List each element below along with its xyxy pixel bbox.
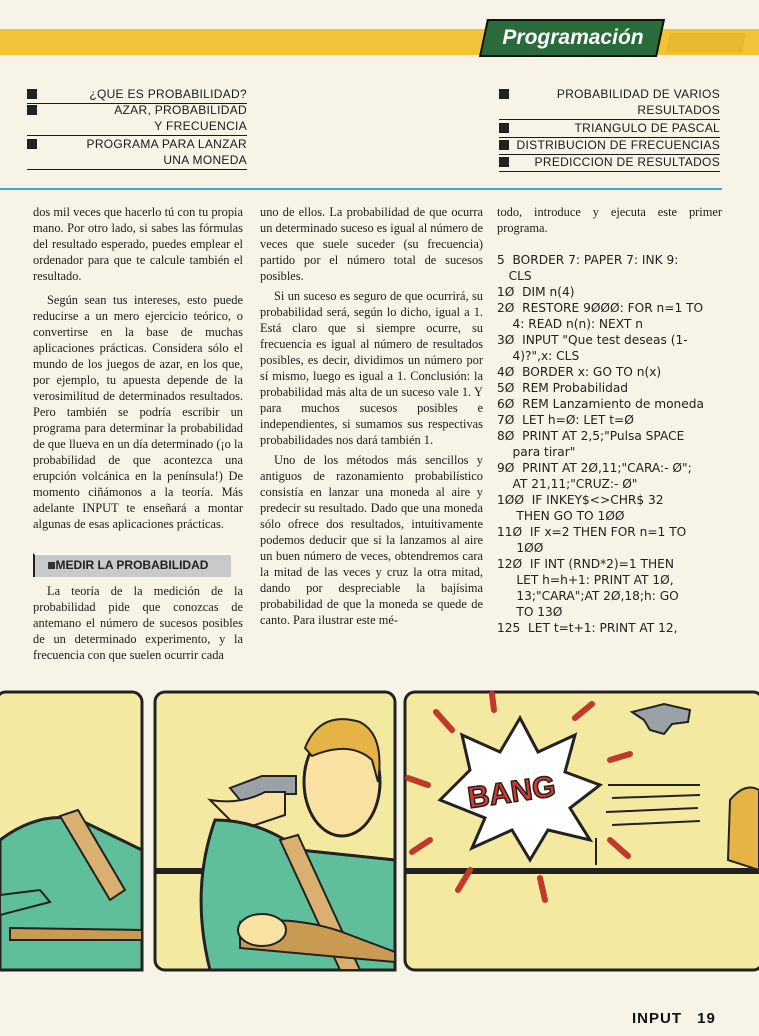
comic-panel-3 <box>405 692 759 970</box>
code-line: 11Ø IF x=2 THEN FOR n=1 TO <box>497 525 687 539</box>
code-line: 1Ø DIM n(4) <box>497 285 575 299</box>
code-line: 13;"CARA";AT 2Ø,18;h: GO <box>497 589 679 603</box>
comic-panel-1 <box>0 692 142 970</box>
text-column-1b <box>33 583 243 663</box>
code-listing <box>497 252 727 636</box>
bang-text: BANG <box>465 770 558 816</box>
code-line: 12Ø IF INT (RND*2)=1 THEN <box>497 557 674 571</box>
topic-item: Y FRECUENCIA <box>27 118 247 136</box>
text-column-1 <box>33 204 243 532</box>
text-column-3 <box>497 204 722 236</box>
code-line: 9Ø PRINT AT 2Ø,11;"CARA:- Ø"; <box>497 461 692 475</box>
divider-rule <box>0 188 722 190</box>
bullet-square-icon <box>499 140 509 150</box>
code-line: 4: READ n(n): NEXT n <box>497 317 643 331</box>
paragraph: uno de ellos. La probabilidad de que ocurra un determinado suceso es igual al número de veces que suele suceder (su frecuencia) partido por el número total de sucesos posibles. <box>260 205 483 283</box>
code-line: 4Ø BORDER x: GO TO n(x) <box>497 365 662 379</box>
code-line: 5 BORDER 7: PAPER 7: INK 9: <box>497 253 679 267</box>
code-line: LET h=h+1: PRINT AT 1Ø, <box>497 573 674 587</box>
code-line: 3Ø INPUT "Que test deseas (1- <box>497 333 688 347</box>
bullet-square-icon <box>499 123 509 133</box>
magazine-name: INPUT <box>632 1010 682 1027</box>
bullet-square-icon <box>499 157 509 167</box>
comic-panel-2 <box>155 692 395 970</box>
paragraph: La teoría de la medición de la probabilidad pide que conozcas de antemano el número de sucesos posibles de un determinado experimento, y la frecuencia con que suelen ocurrir cada <box>33 584 243 662</box>
topic-item: ¿QUE ES PROBABILIDAD? <box>27 86 247 104</box>
page-footer <box>632 1010 716 1027</box>
topic-item: PROGRAMA PARA LANZAR <box>27 136 247 153</box>
code-line: 4)?",x: CLS <box>497 349 580 363</box>
topic-item: RESULTADOS <box>499 102 720 120</box>
code-line: 125 LET t=t+1: PRINT AT 12, <box>497 621 678 635</box>
bullet-square-icon <box>27 139 37 149</box>
paragraph: todo, introduce y ejecuta este primer programa. <box>497 205 722 235</box>
paragraph: dos mil veces que hacerlo tú con tu propia mano. Por otro lado, si sabes las fórmulas del resultado esperado, puedes emplear el ordenador para que te calcule también el resultado. <box>33 205 243 283</box>
code-line: THEN GO TO 1ØØ <box>497 509 625 523</box>
code-line: 1ØØ <box>497 541 544 555</box>
paragraph: Uno de los métodos más sencillos y antiguos de razonamiento probabilístico consistía en lanzar una moneda al aire y predecir su resultado. Dado que una moneda sólo ofrece dos resultados, intuitivamente podemos deducir que si la lanzamos al aire un buen número de veces, obtendremos cara la mitad de las veces y cruz la otra mitad, dando por despreciable la bajísima probabilidad de que la moneda se quede de canto. Para ilustrar este mé- <box>260 453 483 627</box>
topic-item: PROBABILIDAD DE VARIOS <box>499 86 720 103</box>
code-line: TO 13Ø <box>497 605 563 619</box>
topic-item: TRIANGULO DE PASCAL <box>499 120 720 138</box>
paragraph: Según sean tus intereses, esto puede reducirse a un mero ejercicio teórico, o convertirse en la base de muchas aplicaciones prácticas. Considera sólo el mundo de los juegos de azar, en los que, por ejemplo, tu apuesta depende de la verosimilitud de determinados resultados. Pero también se podría escribir un programa para determinar la probabilidad de que llueva en un día determinado (¡o la probabilidad de que acontezca una erupción volcánica en la península!) De momento ciñámonos a la teoría. Más adelante INPUT te enseñará a montar algunas de esas aplicaciones prácticas. <box>33 293 243 531</box>
topic-item: UNA MONEDA <box>27 152 247 170</box>
bullet-square-icon <box>27 89 37 99</box>
code-line: 5Ø REM Probabilidad <box>497 381 629 395</box>
page-number: 19 <box>697 1010 716 1027</box>
section-heading: MEDIR LA PROBABILIDAD <box>55 558 209 572</box>
code-line: 2Ø RESTORE 9ØØØ: FOR n=1 TO <box>497 301 704 315</box>
text-column-2 <box>260 204 483 628</box>
topic-item: AZAR, PROBABILIDAD <box>27 102 247 119</box>
code-line: 6Ø REM Lanzamiento de moneda <box>497 397 704 411</box>
code-line: 1ØØ IF INKEY$<>CHR$ 32 <box>497 493 664 507</box>
section-title: Programación <box>502 26 644 49</box>
topic-item: PREDICCION DE RESULTADOS <box>499 154 720 172</box>
header-accent <box>666 33 746 53</box>
code-line: 7Ø LET h=Ø: LET t=Ø <box>497 413 634 427</box>
code-line: para tirar" <box>497 445 576 459</box>
code-line: 8Ø PRINT AT 2,5;"Pulsa SPACE <box>497 429 685 443</box>
bullet-square-icon <box>27 105 37 115</box>
code-line: AT 21,11;"CRUZ:- Ø" <box>497 477 638 491</box>
paragraph: Si un suceso es seguro de que ocurrirá, su probabilidad será, según lo dicho, igual a 1. Está claro que si siempre ocurre, su frecuencia es igual al número de resultados posibles, es decir, dividimos un número por sí mismo, luego es igual a 1. Conclusión: la probabilidad más alta de un suceso vale 1. Y para muchos sucesos posibles e independientes, si sumamos sus respectivas probabilidades nos dará también 1. <box>260 289 483 447</box>
comic-strip <box>0 690 759 974</box>
topic-item: DISTRIBUCION DE FRECUENCIAS <box>499 137 720 155</box>
code-line: CLS <box>497 269 532 283</box>
bullet-square-icon <box>499 89 509 99</box>
